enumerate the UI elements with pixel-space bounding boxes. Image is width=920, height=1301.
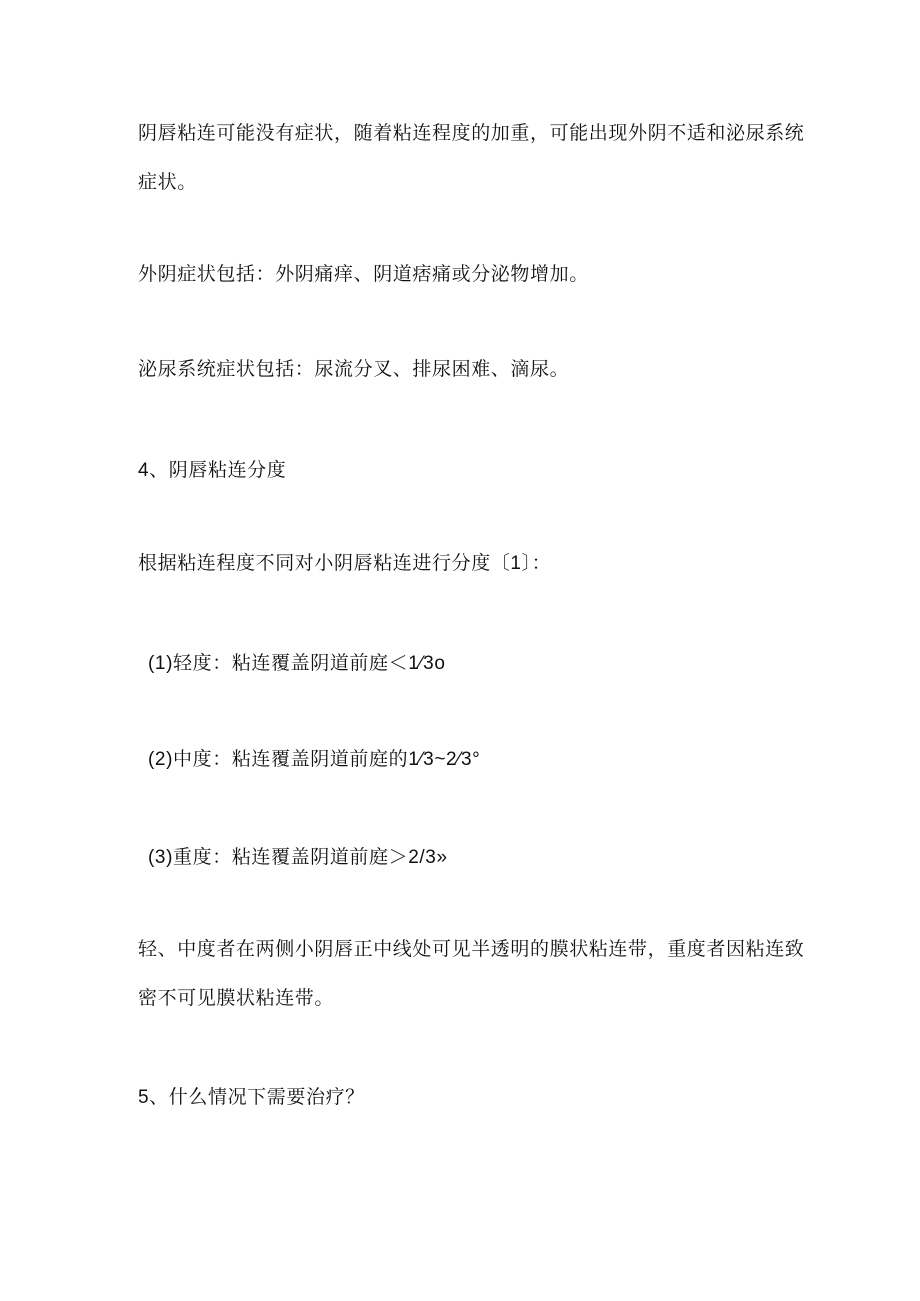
- list-item-text: 中度：粘连覆盖阴道前庭的: [173, 748, 409, 770]
- section-heading-4: [138, 458, 286, 483]
- reference-number: 1: [510, 553, 522, 574]
- section-number: 5: [138, 1087, 150, 1108]
- section-title: 、阴唇粘连分度: [149, 459, 287, 481]
- section-title: 、什么情况下需要治疗？: [149, 1086, 365, 1108]
- list-item-value: 1⁄3~2⁄3°: [408, 749, 481, 770]
- section-heading-5: [138, 1085, 365, 1110]
- intro-text: 根据粘连程度不同对小阴唇粘连进行分度〔: [138, 552, 511, 574]
- paragraph-grading-intro: [138, 551, 551, 576]
- paragraph-urinary-symptoms: 泌尿系统症状包括：尿流分叉、排尿困难、滴尿。: [138, 358, 570, 380]
- list-item-text: 重度：粘连覆盖阴道前庭＞: [173, 846, 409, 868]
- paragraph-symptoms-line-2: 症状。: [138, 171, 197, 193]
- list-item-mild: [148, 651, 446, 676]
- list-item-severe: [148, 845, 448, 870]
- list-item-value: 1⁄3o: [408, 653, 446, 674]
- list-item-number: (2): [148, 749, 174, 770]
- paragraph-membrane-line-2: 密不可见膜状粘连带。: [138, 987, 335, 1009]
- list-item-text: 轻度：粘连覆盖阴道前庭＜: [173, 652, 409, 674]
- paragraph-membrane-line-1: 轻、中度者在两侧小阴唇正中线处可见半透明的膜状粘连带，重度者因粘连致: [138, 938, 805, 960]
- list-item-moderate: [148, 747, 480, 772]
- list-item-number: (1): [148, 653, 174, 674]
- paragraph-vulvar-symptoms: 外阴症状包括：外阴痛痒、阴道痞痛或分泌物增加。: [138, 263, 589, 285]
- intro-text-end: 〕：: [521, 552, 552, 574]
- list-item-value: 2/3»: [408, 847, 448, 868]
- section-number: 4: [138, 460, 150, 481]
- paragraph-symptoms-line-1: 阴唇粘连可能没有症状，随着粘连程度的加重，可能出现外阴不适和泌尿系统: [138, 122, 805, 144]
- list-item-number: (3): [148, 847, 174, 868]
